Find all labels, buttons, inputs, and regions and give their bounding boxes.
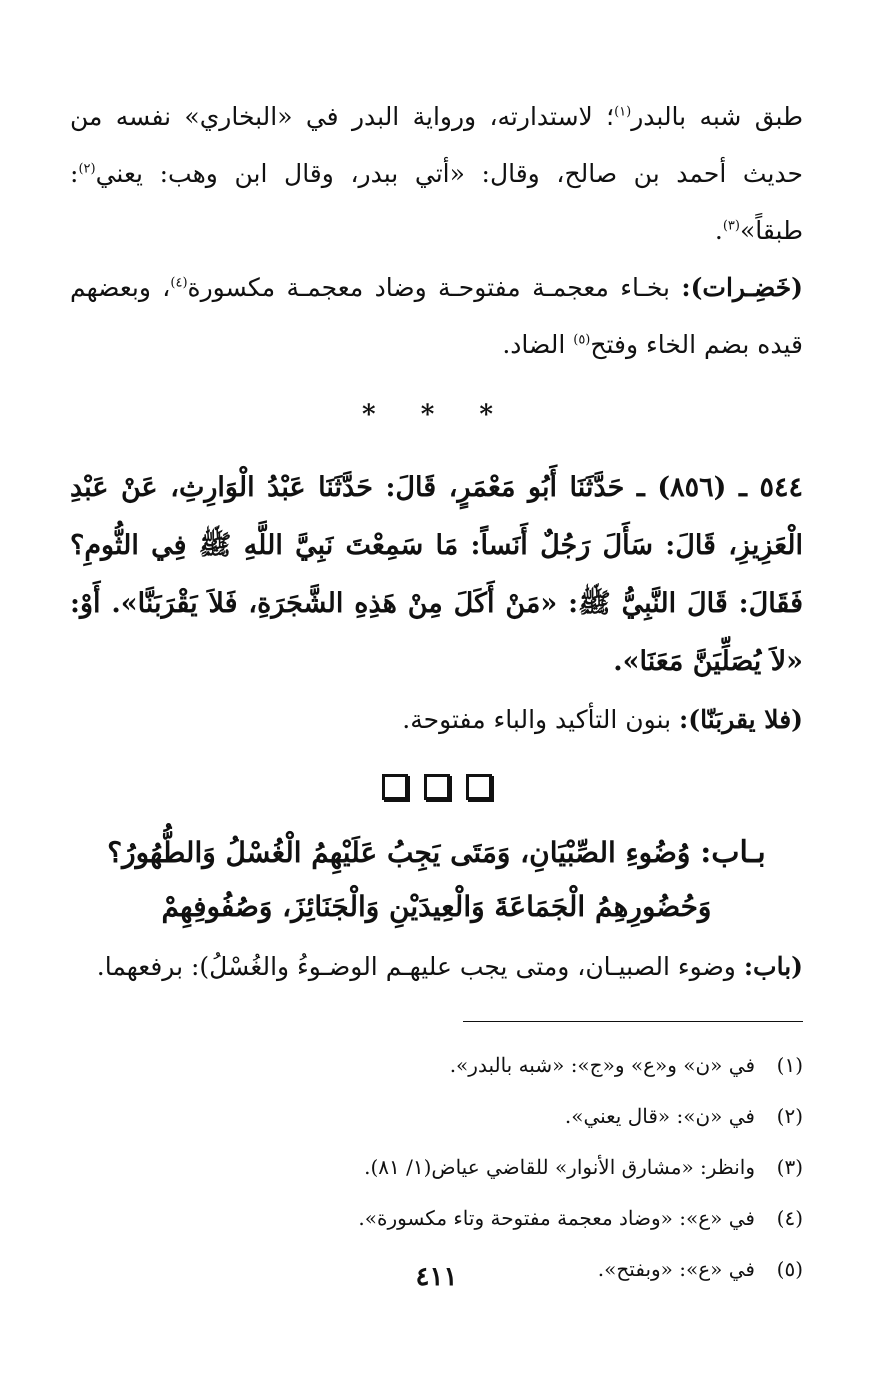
footnote-text: وانظر: «مشارق الأنوار» للقاضي عياض(١/ ٨١). <box>364 1155 755 1179</box>
intro-text: . <box>714 216 723 245</box>
intro-text: الضاد. <box>502 330 566 359</box>
hadith-comment <box>70 691 803 748</box>
page-number: ٤١١ <box>415 1262 458 1292</box>
term-label: (باب: <box>743 952 803 981</box>
intro-text: ؛ لاستدارته، ورواية البدر في «البخاري» نفسه من حديث أحمد بن صالح، وقال: «أتي ببدر، وقال ابن وهب: يعني <box>70 102 803 188</box>
footnote-item <box>70 1142 803 1193</box>
comment-text: بنون التأكيد والباء مفتوحة. <box>402 705 672 734</box>
intro-text: : طبقاً» <box>70 159 803 245</box>
footnote-text: في «ع»: «وبفتح». <box>597 1257 755 1281</box>
chapter-heading-line-1 <box>70 826 803 880</box>
footnote-number: (٤) <box>776 1206 803 1230</box>
chapter-title: وُضُوءِ الصِّبْيَانِ، وَمَتَى يَجِبُ عَلَيْهِمُ الْغُسْلُ وَالطُّهُورُ؟ <box>107 836 691 869</box>
footnotes-list <box>70 1040 803 1295</box>
section-divider-stars: * * * <box>362 400 511 430</box>
term-label: (فلا يقربَنّا): <box>679 705 803 734</box>
chapter-word: بـاب: <box>700 835 766 870</box>
footnote-item <box>70 1040 803 1091</box>
footnote-ref-4[interactable]: (٤) <box>170 275 188 291</box>
footnote-number: (٣) <box>776 1155 803 1179</box>
footnote-ref-1[interactable]: (١) <box>614 104 632 120</box>
footnote-number: (١) <box>776 1053 803 1077</box>
footnote-item <box>70 1193 803 1244</box>
intro-text: بخـاء معجمـة مفتوحـة وضاد معجمـة مكسورة <box>187 273 670 302</box>
footnote-text: في «ن» و«ع» و«ج»: «شبه بالبدر». <box>449 1053 755 1077</box>
comment-text: وضوء الصبيـان، ومتى يجب عليهـم الوضـوءُ والغُسْلُ): برفعهما. <box>96 952 736 981</box>
square-ornament-icon <box>466 774 492 800</box>
intro-text: طبق شبه بالبدر <box>631 102 803 131</box>
footnote-ref-5[interactable]: (٥) <box>573 332 591 348</box>
term-label: (خَضِـرات): <box>681 273 803 302</box>
intro-paragraph-2 <box>70 259 803 373</box>
square-ornament-icon <box>424 774 450 800</box>
footnote-separator <box>463 1021 803 1022</box>
footnote-ref-2[interactable]: (٢) <box>78 161 96 177</box>
hadith-text: ٥٤٤ ـ (٨٥٦) ـ حَدَّثَنَا أَبُو مَعْمَرٍ، قَالَ: حَدَّثَنَا عَبْدُ الْوَارِثِ، عَنْ عَبْدِ الْعَزِيزِ، قَالَ: سَأَلَ رَجُلٌ أَنَساً: مَا سَمِعْتَ نَبِيَّ اللَّهِ ﷺ فِي الثُّومِ؟ فَقَالَ: قَالَ النَّبِيُّ ﷺ: «مَنْ أَكَلَ مِنْ هَذِهِ الشَّجَرَةِ، فَلاَ يَقْرَبَنَّا». أَوْ: «لاَ يُصَلِّيَنَّ مَعَنَا». <box>70 472 803 677</box>
footnote-ref-3[interactable]: (٣) <box>722 218 740 234</box>
footnote-number: (٥) <box>776 1257 803 1281</box>
square-ornament-icon <box>382 774 408 800</box>
footnote-text: في «ن»: «قال يعني». <box>564 1104 755 1128</box>
chapter-heading <box>70 826 803 934</box>
footnote-text: في «ع»: «وضاد معجمة مفتوحة وتاء مكسورة». <box>358 1206 755 1230</box>
page-body <box>70 88 803 1295</box>
section-divider-squares <box>70 774 803 800</box>
chapter-comment <box>70 938 803 995</box>
chapter-heading-line-2: وَحُضُورِهِمُ الْجَمَاعَةَ وَالْعِيدَيْنِ وَالْجَنَائِزَ، وَصُفُوفِهِمْ <box>161 890 712 923</box>
intro-text: ، وبعضهم قيده بضم الخاء وفتح <box>70 273 803 359</box>
intro-paragraph-1 <box>70 88 803 259</box>
footnote-number: (٢) <box>776 1104 803 1128</box>
footnote-item <box>70 1091 803 1142</box>
